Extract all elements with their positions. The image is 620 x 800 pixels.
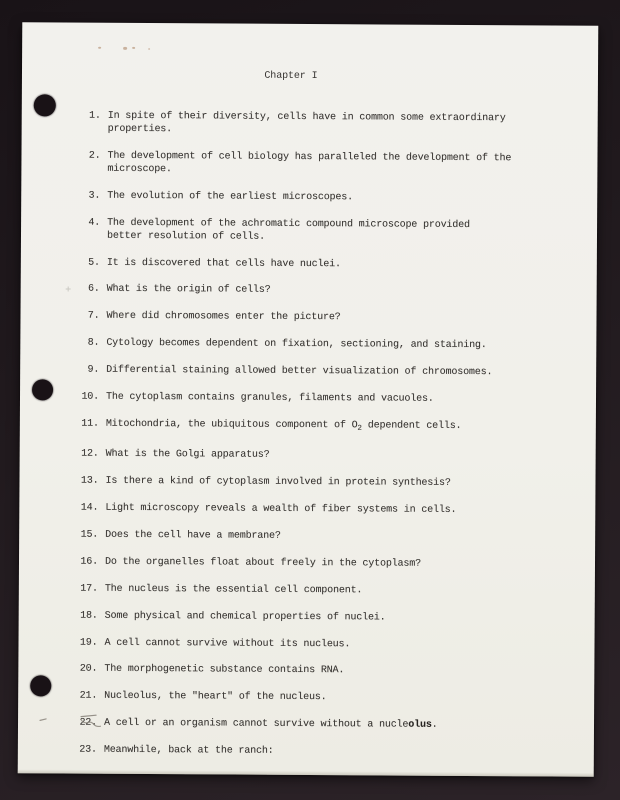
item-text: Mitochondria, the ubiquitous component of $O_2$ dependent cells. — [105, 418, 462, 433]
item-number: 10. — [81, 391, 100, 403]
item-text: The morphogenetic substance contains RNA. — [104, 664, 345, 677]
list-item — [75, 448, 578, 464]
item-text: Is there a kind of cytoplasm involved in protein synthesis? — [105, 475, 451, 490]
item-text: Light microscopy reveals a wealth of fiber systems in cells. — [105, 502, 457, 516]
item-number: 7. — [87, 310, 100, 323]
list-item — [75, 364, 578, 380]
list-item — [73, 690, 576, 706]
item-text: Some physical and chemical properties of nuclei. — [104, 610, 386, 624]
item-number: 20. — [79, 664, 98, 676]
hole-punch-bottom-icon — [30, 675, 51, 696]
list-item — [74, 475, 577, 491]
list-item — [76, 189, 579, 205]
list-item — [74, 555, 577, 571]
item-number: 15. — [80, 529, 99, 541]
item-text: The development of the achromatic compound microscope provided better resolution of cells. — [106, 217, 470, 243]
page-title: Chapter I — [264, 70, 318, 83]
list-item — [76, 216, 579, 245]
item-text: The development of cell biology has paralleled the development of the microscope. — [107, 150, 512, 176]
list-item — [74, 502, 577, 518]
item-number: 23. — [79, 744, 97, 756]
hole-punch-top-icon — [34, 94, 56, 116]
list-item — [74, 609, 577, 625]
list-item — [75, 337, 578, 353]
item-number: 6. — [87, 284, 100, 296]
list-item — [75, 391, 578, 407]
item-text: It is discovered that cells have nuclei. — [106, 257, 341, 270]
document-page — [18, 22, 599, 777]
item-text: The evolution of the earliest microscopes. — [107, 190, 354, 204]
list-item — [76, 283, 579, 299]
item-number: 5. — [88, 257, 100, 269]
list-item — [75, 310, 578, 326]
item-number: 14. — [80, 502, 99, 514]
subscript-text: 2 — [357, 424, 362, 433]
item-number: 18. — [80, 610, 98, 622]
item-text: Does the cell have a membrane? — [105, 529, 281, 542]
paper-speck — [123, 47, 127, 50]
item-text: Where did chromosomes enter the picture? — [106, 311, 341, 324]
item-text: In spite of their diversity, cells have in common some extraordinary properties. — [107, 110, 506, 136]
faint-pencil-plus-mark — [66, 287, 71, 292]
item-text: What is the Golgi apparatus? — [105, 449, 270, 462]
item-number: 21. — [79, 690, 98, 703]
item-number: 11. — [81, 418, 99, 430]
list-item — [74, 529, 577, 545]
item-number: 9. — [87, 364, 100, 376]
item-number: 22. — [79, 717, 98, 729]
item-text: The nucleus is the essential cell component. — [104, 583, 363, 597]
list-item — [77, 110, 580, 139]
paper-speck — [132, 47, 135, 49]
paper-speck — [98, 47, 101, 49]
list-item — [73, 717, 576, 733]
item-text: Differential staining allowed better visualization of chromosomes. — [106, 364, 493, 379]
hole-punch-middle-icon — [32, 379, 53, 400]
item-text: Nucleolus, the "heart" of the nucleus. — [104, 691, 327, 704]
item-number: 13. — [80, 475, 99, 487]
item-number: 2. — [88, 150, 101, 162]
list-item — [76, 256, 579, 272]
list-item — [73, 636, 576, 652]
list-item — [76, 149, 579, 178]
item-text: The cytoplasm contains granules, filaments and vacuoles. — [105, 391, 434, 405]
item-text: Do the organelles float about freely in the cytoplasm? — [104, 556, 421, 570]
list-item — [73, 663, 576, 679]
item-number: 16. — [80, 556, 99, 568]
item-number: 19. — [79, 637, 98, 649]
item-text: A cell cannot survive without its nucleus. — [104, 637, 351, 650]
item-number: 8. — [87, 337, 100, 349]
item-number: 12. — [81, 448, 99, 461]
item-number: 1. — [88, 110, 101, 122]
item-text: Cytology becomes dependent on fixation, sectioning, and staining. — [106, 338, 487, 352]
list-item — [73, 744, 576, 760]
paper-speck — [148, 48, 150, 50]
pencil-dash-left-margin — [40, 719, 46, 721]
list-item — [75, 417, 578, 437]
item-number: 17. — [80, 583, 98, 595]
list-item — [74, 582, 577, 598]
item-text: A cell or an organism cannot survive without a nucleolus. — [103, 717, 438, 732]
item-number: 4. — [88, 217, 101, 229]
item-text: Meanwhile, back at the ranch: — [103, 744, 274, 757]
overtyped-text: olus — [408, 719, 432, 731]
item-number: 3. — [88, 190, 101, 202]
chapter-list — [73, 110, 580, 774]
item-text: What is the origin of cells? — [106, 284, 271, 297]
